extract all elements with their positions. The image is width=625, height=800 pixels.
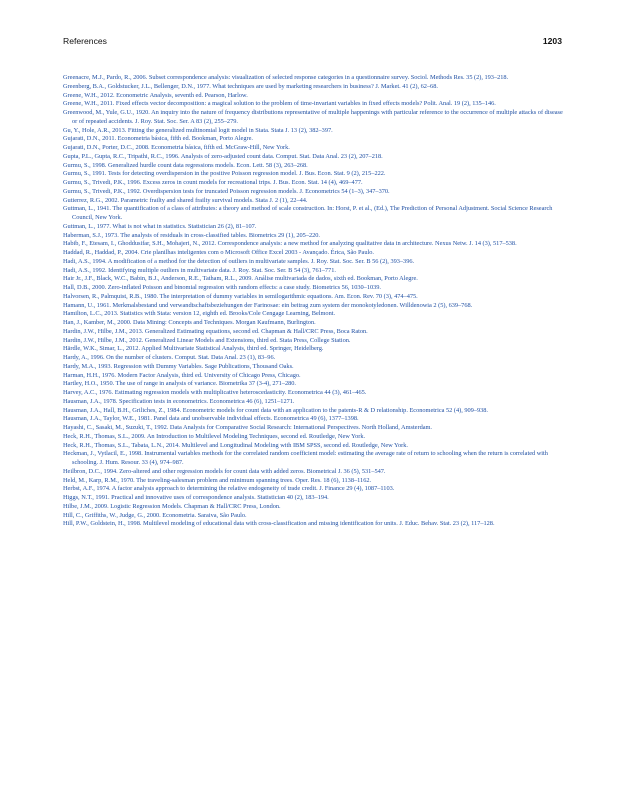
- reference-entry: Greenberg, B.A., Goldstucker, J.L., Bellenger, D.N., 1977. What techniques are used by marketing researchers in business? J. Market. 41 (2), 62–68.: [63, 82, 438, 90]
- reference-entry: Guttman, L., 1977. What is not what in statistics. Statistician 26 (2), 81–107.: [63, 222, 257, 230]
- reference-entry: Gurmu, S., Trivedi, P.K., 1992. Overdispersion tests for truncated Poisson regression models. J. Econometrics 54 (1–3), 347–370.: [63, 187, 390, 195]
- reference-entry: Heckman, J., Vytlacil, E., 1998. Instrumental variables methods for the correlated random coefficient model: estimating the average rate of return to schooling when the return is correlated with schooling. J. Hum. Resour. 33 (4), 974–987.: [63, 450, 548, 466]
- running-header: [63, 36, 562, 50]
- reference-entry: Gutierrez, R.G., 2002. Parametric frailty and shared frailty survival models. Stata J. 2 (1), 22–44.: [63, 196, 308, 204]
- reference-entry: Härdle, W.K., Simar, L., 2012. Applied Multivariate Statistical Analysis, third ed. Springer, Heidelberg.: [63, 345, 324, 353]
- reference-entry: Hausman, J.A., 1978. Specification tests in econometrics. Econometrica 46 (6), 1251–1271.: [63, 397, 295, 405]
- section-title: References: [63, 36, 107, 46]
- reference-entry: Halvorsen, R., Palmquist, R.B., 1980. The interpretation of dummy variables in semilogarithmic equations. Am. Econ. Rev. 70 (3), 474–475.: [63, 292, 418, 300]
- reference-entry: Hardin, J.W., Hilbe, J.M., 2012. Generalized Linear Models and Extensions, third ed. Stata Press, College Station.: [63, 336, 351, 344]
- reference-entry: Held, M., Karp, R.M., 1970. The traveling-salesman problem and minimum spanning trees. Oper. Res. 18 (6), 1138–1162.: [63, 476, 372, 484]
- reference-entry: Habib, F., Etesam, I., Ghoddusifar, S.H., Mohajeri, N., 2012. Correspondence analysis: a new method for analyzing qualitative data in architecture. Nexus Netw. J. 14 (3), 517–538.: [63, 240, 517, 248]
- reference-entry: Hilbe, J.M., 2009. Logistic Regression Models. Chapman & Hall/CRC Press, London.: [63, 502, 281, 510]
- reference-entry: Greenwood, M., Yule, G.U., 1920. An inquiry into the nature of frequency distributions representative of multiple happenings with particular reference to the occurrence of multiple attacks of disease or of repeated accidents. J. Roy. Stat. Soc. Ser. A 83 (2), 255–279.: [63, 109, 563, 125]
- reference-entry: Hadi, A.S., 1994. A modification of a method for the detection of outliers in multivariate samples. J. Roy. Stat. Soc. Ser. B 56 (2), 393–396.: [63, 257, 415, 265]
- reference-list: [63, 74, 563, 529]
- reference-entry: Hardy, M.A., 1993. Regression with Dummy Variables. Sage Publications, Thousand Oaks.: [63, 362, 294, 370]
- reference-entry: Hayashi, C., Sasaki, M., Suzuki, T., 1992. Data Analysis for Comparative Social Research: International Perspectives. North Holland, Amsterdam.: [63, 424, 432, 431]
- reference-entry: Harvey, A.C., 1976. Estimating regression models with multiplicative heteroscedasticity. Econometrica 44 (3), 461–465.: [63, 389, 367, 396]
- reference-entry: Heck, R.H., Thomas, S.L., 2009. An Introduction to Multilevel Modeling Techniques, second ed. Routledge, New York.: [63, 432, 366, 440]
- reference-entry: Gupta, P.L., Gupta, R.C., Tripathi, R.C., 1996. Analysis of zero-adjusted count data. Comput. Stat. Data Anal. 23 (2), 207–218.: [63, 152, 383, 160]
- reference-entry: Hartley, H.O., 1950. The use of range in analysis of variance. Biometrika 37 (3-4), 271–280.: [63, 380, 296, 388]
- reference-entry: Greene, W.H., 2012. Econometric Analysis, seventh ed. Pearson, Harlow.: [63, 91, 248, 99]
- reference-entry: Hill, C., Griffiths, W., Judge, G., 2000. Econometria. Saraiva, São Paulo.: [63, 511, 247, 519]
- reference-entry: Hamann, U., 1961. Merkmalsbestand und verwandtschaftsbeziehungen der Farinosae: ein beitrag zum system der monokotyledonen. Willdenowia 2 (5), 639–768.: [63, 301, 473, 309]
- page-number: 1203: [542, 36, 562, 46]
- reference-entry: Hausman, J.A., Taylor, W.E., 1981. Panel data and unobservable individual effects. Econometrica 49 (6), 1377–1398.: [63, 415, 359, 423]
- reference-entry: Gu, Y., Hole, A.R., 2013. Fitting the generalized multinomial logit model in Stata. Stata J. 13 (2), 382–397.: [63, 126, 333, 134]
- reference-entry: Hardin, J.W., Hilbe, J.M., 2013. Generalized Estimating equations, second ed. Chapman & Hall/CRC Press, Boca Raton.: [63, 327, 368, 335]
- reference-entry: Hill, P.W., Goldstein, H., 1998. Multilevel modeling of educational data with cross-classification and missing identification for units. J. Educ. Behav. Stat. 23 (2), 117–128.: [63, 520, 495, 528]
- reference-entry: Heck, R.H., Thomas, S.L., Tabata, L.N., 2014. Multilevel and Longitudinal Modeling with IBM SPSS, second ed. Routledge, New York.: [63, 441, 408, 449]
- reference-entry: Higgs, N.T., 1991. Practical and innovative uses of correspondence analysis. Statistician 40 (2), 183–194.: [63, 494, 329, 501]
- reference-entry: Gurmu, S., Trivedi, P.K., 1996. Excess zeros in count models for recreational trips. J. Bus. Econ. Stat. 14 (4), 469–477.: [63, 179, 363, 186]
- reference-entry: Greenacre, M.J., Pardo, R., 2006. Subset correspondence analysis: visualization of selected response categories in a questionnaire survey. Sociol. Methods Res. 35 (2), 193–218.: [63, 74, 509, 81]
- reference-entry: Hardy, A., 1996. On the number of clusters. Comput. Stat. Data Anal. 23 (1), 83–96.: [63, 354, 276, 361]
- reference-entry: Harman, H.H., 1976. Modern Factor Analysis, third ed. University of Chicago Press, Chicago.: [63, 371, 301, 379]
- reference-entry: Gurmu, S., 1991. Tests for detecting overdispersion in the positive Poisson regression model. J. Bus. Econ. Stat. 9 (2), 215–222.: [63, 170, 386, 178]
- reference-entry: Haberman, S.J., 1973. The analysis of residuals in cross-classified tables. Biometrics 29 (1), 205–220.: [63, 231, 320, 239]
- reference-entry: Haddad, R., Haddad, P., 2004. Crie planilhas inteligentes com o Microsoft Office Excel 2003 - Avançado. Érica, São Paulo.: [63, 249, 374, 256]
- reference-entry: Hair Jr., J.F., Black, W.C., Babin, B.J., Anderson, R.E., Tatham, R.L., 2009. Análise multivariada de dados, sixth ed. Bookman, Porto Alegre.: [63, 275, 418, 283]
- reference-entry: Greene, W.H., 2011. Fixed effects vector decomposition: a magical solution to the problem of time-invariant variables in fixed effects models? Polit. Anal. 19 (2), 135–146.: [63, 100, 496, 108]
- reference-entry: Gujarati, D.N., Porter, D.C., 2008. Econometria básica, fifth ed. McGraw-Hill, New York.: [63, 144, 290, 151]
- reference-entry: Gurmu, S., 1998. Generalized hurdle count data regressions models. Econ. Lett. 58 (3), 263–268.: [63, 161, 308, 169]
- reference-entry: Gujarati, D.N., 2011. Econometria básica, fifth ed. Bookman, Porto Alegre.: [63, 135, 253, 143]
- reference-entry: Hadi, A.S., 1992. Identifying multiple outliers in multivariate data. J. Roy. Stat. Soc. Ser. B 54 (3), 761–771.: [63, 266, 336, 274]
- reference-entry: Hausman, J.A., Hall, B.H., Griliches, Z., 1984. Econometric models for count data with an application to the patents-R & D relationship. Econometrica 52 (4), 909–938.: [63, 406, 488, 414]
- reference-entry: Heilbron, D.C., 1994. Zero-altered and other regression models for count data with added zeros. Biometrical J. 36 (5), 531–547.: [63, 467, 386, 475]
- reference-entry: Han, J., Kamber, M., 2000. Data Mining: Concepts and Techniques. Morgan Kaufmann, Burlington.: [63, 319, 316, 326]
- reference-entry: Herbst, A.F., 1974. A factor analysis approach to determining the relative endogeneity of trade credit. J. Finance 29 (4), 1087–1103.: [63, 485, 395, 493]
- reference-entry: Hamilton, L.C., 2013. Statistics with Stata: version 12, eighth ed. Brooks/Cole Cengage Learning, Belmont.: [63, 310, 336, 318]
- reference-entry: Guttman, L., 1941. The quantification of a class of attributes: a theory and method of scale construction. In: Horst, P. et al., (Ed.), The Prediction of Personal Adjustment. Social Science Research Council, New York.: [63, 205, 553, 221]
- reference-entry: Hall, D.B., 2000. Zero-inflated Poisson and binomial regression with random effects: a case study. Biometrics 56, 1030–1039.: [63, 284, 381, 291]
